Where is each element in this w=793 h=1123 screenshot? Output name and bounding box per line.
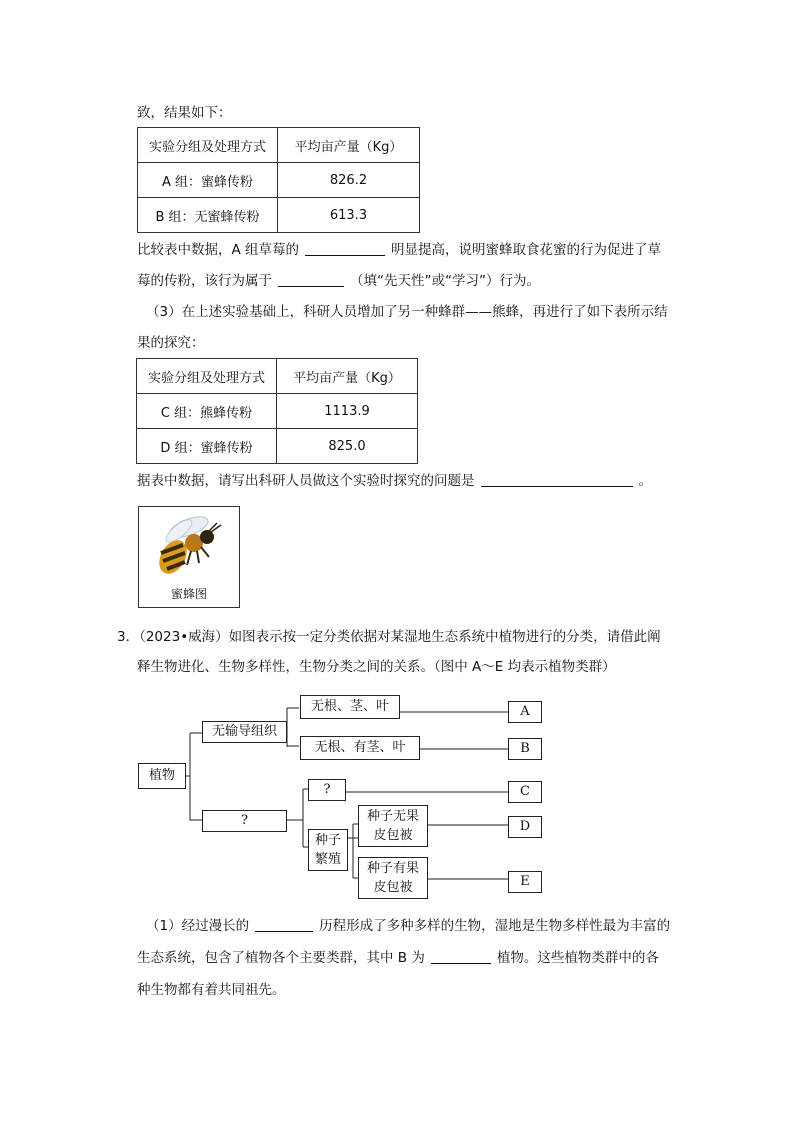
table-header-cell: 实验分组及处理方式 [137,359,277,394]
table-cell: A 组：蜜蜂传粉 [138,163,278,198]
answer-blank[interactable] [481,472,633,487]
diagram-node-no-vascular: 无输导组织 [202,721,287,743]
table-header-cell: 实验分组及处理方式 [138,128,278,163]
diagram-node-unknown-main: ? [202,810,287,832]
text-span: 历程形成了多种多样的生物，湿地是生物多样性最为丰富的 [319,918,671,934]
node-line: 种子有果 [366,861,419,876]
text-span: （1）经过漫长的 [146,918,250,934]
diagram-label-d: D [508,816,542,838]
bee-figure [138,506,240,608]
text-span: 比较表中数据，A 组草莓的 [137,242,300,258]
table-header-cell: 平均亩产量（Kg） [278,128,420,163]
problem-3-text: 释生物进化、生物多样性，生物分类之间的关系。（图中 A～E 均表示植物类群） [137,659,616,675]
table-bee-pollination [137,127,420,233]
diagram-label-b: B [508,738,542,760]
question-3-text: 果的探究： [137,335,205,351]
problem-3-text: 3．（2023•威海）如图表示按一定分类依据对某湿地生态系统中植物进行的分类，请借此阐 [117,629,661,645]
table-header-row [137,359,418,394]
answer-blank[interactable] [431,949,491,964]
table-bumblebee-pollination [136,358,418,464]
bee-caption: 蜜蜂图 [170,587,207,601]
paragraph-line [137,949,659,967]
node-line: 皮包被 [373,828,413,843]
table-cell: 826.2 [278,163,420,198]
table-cell: 613.3 [278,198,420,233]
text-span: 明显提高，说明蜜蜂取食花蜜的行为促进了草 [391,242,662,258]
text-span: 据表中数据，请写出科研人员做这个实验时探究的问题是 [137,473,475,489]
node-line: 种子无果 [366,809,419,824]
diagram-node-no-root-has-stem-leaf: 无根、有茎、叶 [300,736,420,760]
diagram-connectors [138,690,558,900]
text-span: 。 [638,473,652,489]
paragraph-line [146,917,670,935]
text-span: （填“先天性”或“学习”）行为。 [350,273,540,289]
text-span: 生态系统，包含了植物各个主要类群，其中 B 为 [137,950,425,966]
diagram-label-e: E [508,871,542,893]
paragraph-line [137,272,540,290]
answer-blank[interactable] [278,272,344,287]
answer-blank[interactable] [305,241,385,256]
text-span: 莓的传粉，该行为属于 [137,273,272,289]
intro-line: 致，结果如下： [137,105,232,121]
diagram-node-seed-fruit-coat [358,857,428,899]
diagram-label-c: C [508,781,542,803]
table-cell: C 组：熊蜂传粉 [137,394,277,429]
diagram-node-seed-reproduction [308,829,348,871]
table-cell: 1113.9 [277,394,418,429]
node-line: 皮包被 [373,880,413,895]
table-cell: B 组：无蜜蜂传粉 [138,198,278,233]
table-cell: 825.0 [277,429,418,464]
diagram-node-seed-no-fruit-coat [358,805,428,847]
table-cell: D 组：蜜蜂传粉 [137,429,277,464]
table-row [138,198,420,233]
paragraph-line: 种生物都有着共同祖先。 [137,982,286,998]
diagram-node-no-root-stem-leaf: 无根、茎、叶 [300,695,400,719]
node-line: 种子 [314,833,341,848]
text-span: 植物。这些植物类群中的各 [496,950,659,966]
diagram-node-plants: 植物 [138,763,186,789]
diagram-label-a: A [508,701,542,723]
table-row [137,394,418,429]
diagram-node-unknown-sub: ? [308,779,346,801]
node-line: 繁殖 [314,852,341,867]
question-3-text: （3）在上述实验基础上，科研人员增加了另一种蜂群——熊蜂，再进行了如下表所示结 [146,304,668,320]
table-header-cell: 平均亩产量（Kg） [277,359,418,394]
paragraph-line [137,241,661,259]
table-row [138,163,420,198]
table-row [137,429,418,464]
bee-icon [139,507,239,583]
paragraph-line [137,472,652,490]
table-header-row [138,128,420,163]
answer-blank[interactable] [255,917,313,932]
